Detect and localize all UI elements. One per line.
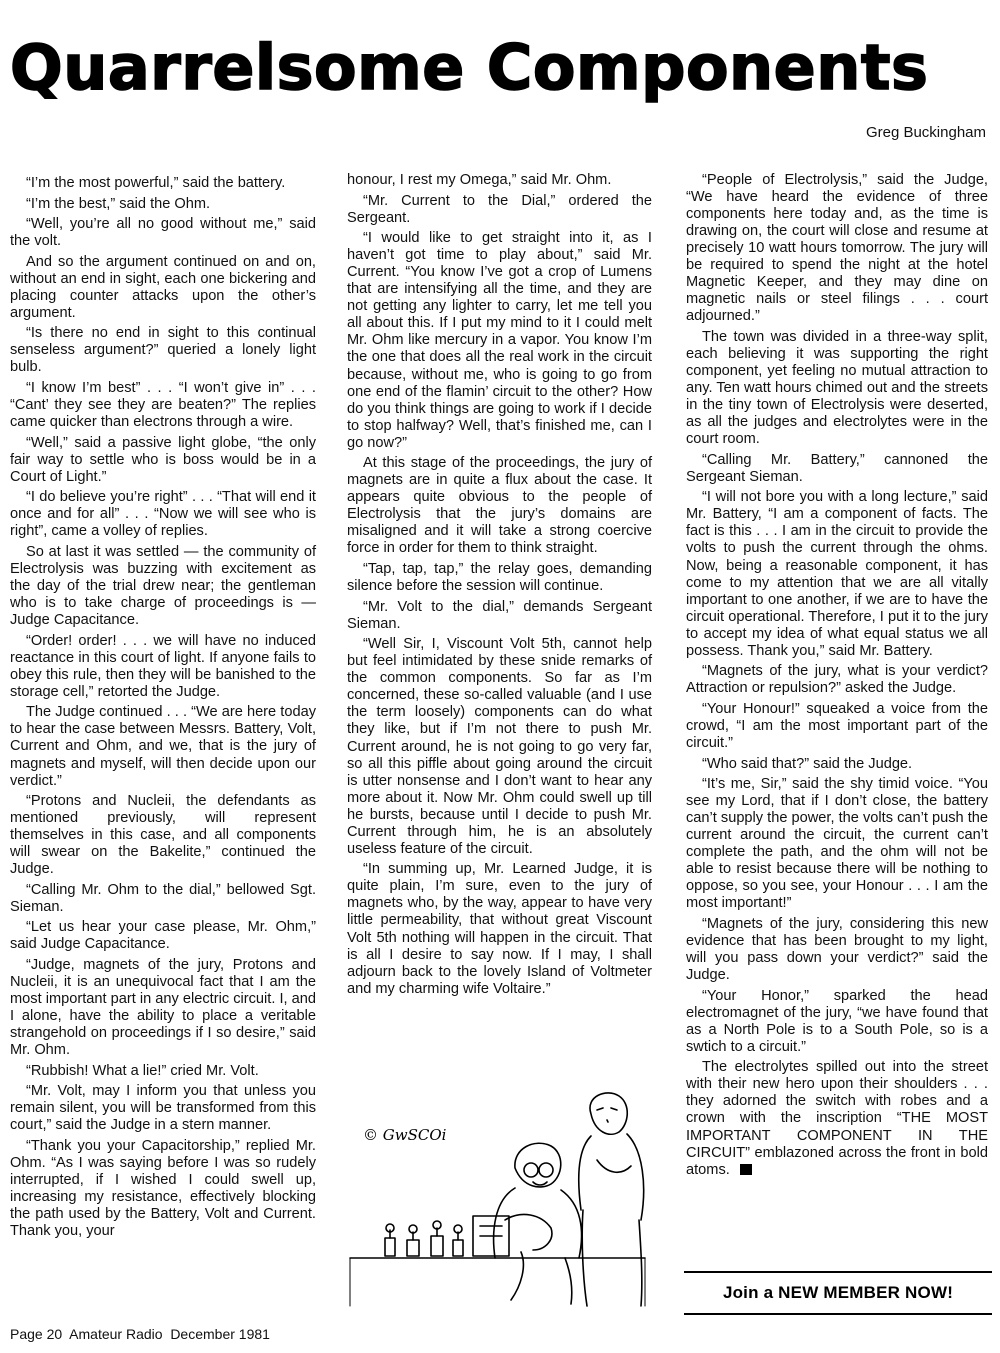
paragraph: “Magnets of the jury, what is your verdict? Attraction or repulsion?” asked the Judge. <box>686 663 988 697</box>
paragraph: “Tap, tap, tap,” the relay goes, demanding silence before the session will continue. <box>347 561 652 595</box>
author-byline: Greg Buckingham <box>865 124 986 141</box>
paragraph: “Mr. Volt, may I inform you that unless you remain silent, you will be transformed from this court,” said the Judge in a stern manner. <box>10 1083 316 1134</box>
paragraph: “Mr. Current to the Dial,” ordered the Sergeant. <box>347 192 652 226</box>
seated-man-figure <box>494 1143 582 1304</box>
paragraph: “Well, you’re all no good without me,” said the volt. <box>10 216 316 250</box>
paragraph: At this stage of the proceedings, the jury of magnets are in quite a flux about the case. It appears quite obvious to the people of Electrolysis that the jury’s domains are misaligned and it will take a strong coercive force in order for them to think straight. <box>347 455 652 557</box>
paragraph: “I know I’m best” . . . “I won’t give in” . . . “Cant’ they see they are beaten?” The replies came quicker than electrons through a wire. <box>10 380 316 431</box>
membership-banner <box>684 1271 992 1315</box>
paragraph: honour, I rest my Omega,” said Mr. Ohm. <box>347 172 612 188</box>
paragraph: “I would like to get straight into it, as I haven’t got time to play about,” said Mr. Current. “You know I’ve got a crop of Lumens that are intensifying all the time, and they are not getting any lighter to carry, let me tell you all about this. If I put my mind to it I could melt Mr. Ohm like mercury in a vapor. You know I’m the one that does all the real work in the circuit because, without me, who is going to go from one end of the flamin’ circuit to the other? How do you think things are going to work if I decide to stop halfway? Well, that’s finished me, can I go now?” <box>347 230 652 451</box>
paragraph: “Protons and Nucleii, the defendants as mentioned previously, will represent themselves in this case, and all components will swear on the Bakelite,” continued the Judge. <box>10 793 316 878</box>
page-footer: Page 20 Amateur Radio December 1981 <box>10 1326 270 1342</box>
paragraph: “I will not bore you with a long lecture,” said Mr. Battery, “I am a component of facts. The fact is this . . . I am in the circuit to provide the volts to push the current through the ohms. Now, being a reasonable component, it has come to my attention that we are all vitally important to one another, if we are to have the circuit operational. Therefore, I put it to the jury to accept my idea of what equal status we all possess. Thank you,” said Mr. Battery. <box>686 489 988 659</box>
paragraph: “Well,” said a passive light globe, “the only fair way to settle who is boss would be in a Court of Light.” <box>10 434 316 485</box>
end-of-article-mark <box>740 1164 752 1175</box>
paragraph: “I do believe you’re right” . . . “That will end it once and for all” . . . “Now we will see who is right”, came a volley of replies. <box>10 489 316 540</box>
article-title: Quarrelsome Components <box>10 31 929 104</box>
paragraph: So at last it was settled — the community of Electrolysis was buzzing with excitement as the day of the trial drew near; the gentleman who is to take charge of proceedings is — Judge Capacitance. <box>10 543 316 629</box>
paragraph: And so the argument continued on and on, without an end in sight, each one bickering and placing counter attacks upon the other’s argument. <box>10 253 316 321</box>
paragraph: The electrolytes spilled out into the street with their new hero upon their shoulders . . . they adorned the switch with robes and a crown with the inscription “THE MOST IMPORTANT COMPONENT IN THE CIRCUIT” emblazoned across the front in bold atoms. <box>686 1059 988 1178</box>
paragraph: The Judge continued . . . “We are here today to hear the case between Messrs. Battery, Volt, Current and Ohm, and we, that is the jury of magnets and myself, will then decide upon our verdict.” <box>10 704 316 789</box>
circuit-components <box>385 1216 509 1256</box>
standing-man-figure <box>579 1093 644 1306</box>
paragraph: “I’m the best,” said the Ohm. <box>26 195 211 212</box>
cartoon-illustration <box>345 1090 655 1312</box>
paragraph: “Order! order! . . . we will have no induced reactance in this court of light. If anyone fails to obey this rule, then they will be banished to the storage cell,” retorted the Judge. <box>10 632 316 700</box>
text-column-3 <box>686 172 988 1182</box>
paragraph: The town was divided in a three-way split, each believing it was supporting the right component, yet feeling no mutual attraction to any. Ten watt hours chimed out and the streets in the tiny town of Electrolysis were deserted, as all the judges and electrolytes were in the court room. <box>686 328 988 448</box>
paragraph: “It’s me, Sir,” said the shy timid voice. “You see my Lord, that if I don’t close, the battery can’t supply the power, the volts can’t push the current around the circuit, the current can’t complete the path, and the ohm will not be able to resist because there will be nothing to oppose, so you see, your Honour . . . I am the most important!” <box>686 776 988 912</box>
paragraph: “Calling Mr. Ohm to the dial,” bellowed Sgt. Sieman. <box>10 881 316 915</box>
paragraph: “Thank you your Capacitorship,” replied Mr. Ohm. “As I was saying before I was so rudely interrupted, if I wished I could swell up, increasing my resistance, effectively blocking the path used by the Battery, Volt and Current. Thank you, your <box>10 1137 316 1240</box>
paragraph: “I’m the most powerful,” said the battery. <box>26 175 286 191</box>
text-column-1 <box>10 175 316 1244</box>
membership-banner-text: Join a NEW MEMBER NOW! <box>722 1283 954 1302</box>
paragraph: “Mr. Volt to the dial,” demands Sergeant Sieman. <box>347 598 652 632</box>
paragraph: “People of Electrolysis,” said the Judge, “We have heard the evidence of three components here today and, as the time is drawing on, the court will close and resume at precisely 10 watt hours tomorrow. The jury will be required to spend the night at the hotel Magnetic Keeper, and they may dine on magnetic nails or steel filings . . . court adjourned.” <box>686 172 988 325</box>
paragraph: “Is there no end in sight to this continual senseless argument?” queried a lonely light bulb. <box>10 325 316 376</box>
paragraph: “Who said that?” said the Judge. <box>702 755 913 772</box>
paragraph: “Judge, magnets of the jury, Protons and Nucleii, it is an unequivocal fact that I am the most important part in any electric circuit. I, and I alone, have the ability to place a veritable strangehold on proceedings if I so desire,” said Mr. Ohm. <box>10 957 316 1059</box>
paragraph: “In summing up, Mr. Learned Judge, it is quite plain, I’m sure, even to the jury of magnets who, by the way, appear to have very little permeability, that without great Viscount Volt 5th nothing will happen in the circuit. That is all I desire to say now. If I may, I shall adjourn back to the lovely Island of Voltmeter and my charming wife Voltaire.” <box>347 861 652 997</box>
cartoon-signature: © GwSCOi <box>363 1126 447 1144</box>
paragraph: “Rubbish! What a lie!” cried Mr. Volt. <box>26 1062 259 1079</box>
paragraph: “Let us hear your case please, Mr. Ohm,” said Judge Capacitance. <box>10 919 316 953</box>
paragraph: “Your Honor,” sparked the head electromagnet of the jury, “we have found that as a North Pole is to a South Pole, so is a swtich to a circuit.” <box>686 987 988 1055</box>
paragraph: “Your Honour!” squeaked a voice from the crowd, “I am the most important part of the circuit.” <box>686 700 988 751</box>
paragraph: “Calling Mr. Battery,” cannoned the Sergeant Sieman. <box>686 451 988 485</box>
text-column-2 <box>347 172 652 1001</box>
paragraph: “Well Sir, I, Viscount Volt 5th, cannot help but feel intimidated by these snide remarks of the common components. So far as I’m concerned, these so-called valuable (and I use the term loosely) components can do what they like, but if I’m not there to push Mr. Current around, he is not going to go very far, so all this piffle about going around the circuit is utter nonsense and I don’t want to hear any more about it. Now Mr. Ohm could swell up till he bursts, because until I decide to push Mr. Current through him, he is an absolutely useless feature of the circuit. <box>347 636 652 857</box>
paragraph: “Magnets of the jury, considering this new evidence that has been brought to my light, will you pass down your verdict?” said the Judge. <box>686 915 988 984</box>
